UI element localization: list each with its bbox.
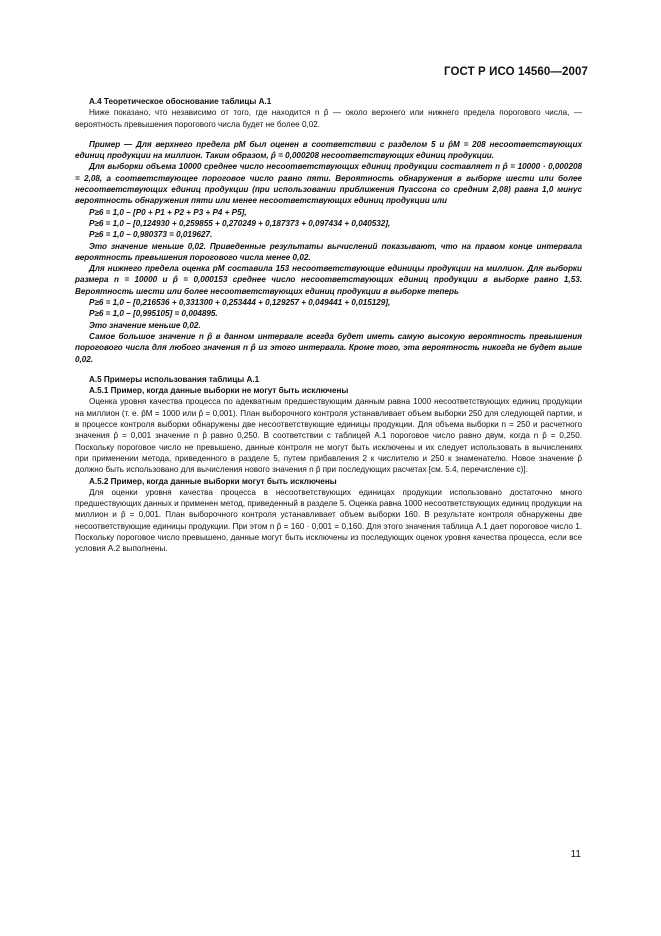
formula: P≥6 = 1,0 – [0,216536 + 0,331300 + 0,253444 + 0,129257 + 0,049441 + 0,015129], (89, 298, 391, 308)
example-paragraph: Пример — Для верхнего предела pM был оценен в соответствии с разделом 5 и p̂M = 208 несоответствующих единиц продукции на миллион. Таким образом, p̂ = 0,000208 несоответствующих единиц продукции. (75, 139, 582, 161)
document-id: ГОСТ Р ИСО 14560—2007 (443, 66, 588, 78)
section-heading-a4: А.4 Теоретическое обоснование таблицы А.1 (89, 97, 272, 106)
section-heading-a52: А.5.2 Пример, когда данные выборки могут быть исключены (89, 476, 337, 486)
paragraph: Оценка уровня качества процесса по адекватным предшествующим данным равна 1000 несоответствующих единиц продукции на миллион (т. е. p̂M = 1000 или p̂ = 0,001). План выборочного контроля устанавливает объем выборки 250 для следующей партии, и в процессе контроля выборки обнаружены две несоответствующие единицы продукции. Для объема выборки n = 250 и расчетного значения p̂ = 0,001 значение n p̂ равно 0,250. В соответствии с таблицей А.1 пороговое число равно двум, когда n p̂ = 0,250. Поскольку пороговое число не превышено, данные контроля не могут быть исключены и их следует использовать в вычислениях при применении метода, приведенного в разделе 5, путем прибавления 2 к числителю и 250 к знаменателю. Новое значение p̂ должно быть использовано для вычисления нового значения n p̂ при последующих расчетах [см. 5.4, перечисление с)]. (75, 397, 582, 475)
paragraph: Это значение меньше 0,02. Приведенные результаты вычислений показывают, что на правом конце интервала вероятность превышения порогового числа менее 0,02. (75, 241, 582, 262)
formula: P≥6 = 1,0 – [0,995105] = 0,004895. (89, 309, 218, 319)
formula: P≥6 = 1,0 – [0,124930 + 0,259855 + 0,270249 + 0,187373 + 0,097434 + 0,040532], (89, 218, 391, 228)
paragraph: Для выборки объема 10000 среднее число несоответствующих единиц продукции составляет n p̂ = 10000 · 0,000208 = 2,08, а соответствующее пороговое число равно пяти. Вероятность обнаружения в выборке шести или более несоответствующих единиц продукции (при использовании приближения Пуассона со средним 2,08) равна 1,0 минус вероятность обнаружения пяти или менее несоответствующих единиц продукции или (75, 162, 582, 206)
formula: P≥6 = 1,0 – 0,980373 = 0,019627. (89, 230, 213, 240)
paragraph: Для нижнего предела оценка pM составила 153 несоответствующие единицы продукции на миллион. Для выборки размера n = 10000 и p̂ = 0,000153 среднее число несоответствующих единиц продукции в выборке равно 1,53. Вероятность шести или более несоответствующих единиц продукции в выборке теперь (75, 264, 582, 296)
formula: P≥6 = 1,0 – [P0 + P1 + P2 + P3 + P4 + P5], (89, 207, 247, 217)
paragraph: Ниже показано, что независимо от того, где находится n p̂ — около верхнего или нижнего предела порогового числа, — вероятность превышения порогового числа будет не более 0,02. (75, 108, 582, 129)
section-heading-a51: А.5.1 Пример, когда данные выборки не могут быть исключены (89, 386, 349, 396)
paragraph: Это значение меньше 0,02. (89, 320, 201, 330)
page-body (75, 96, 582, 555)
section-heading-a5: А.5 Примеры использования таблицы А.1 (89, 374, 260, 384)
paragraph: Для оценки уровня качества процесса в несоответствующих единицах продукции использовано достаточно много предшествующих данных и применен метод, приведенный в разделе 5. Оценка равна 1000 несоответствующих единиц продукции на миллион и p̂ = 0,001. План выборочного контроля устанавливает объем выборки 160. В результате контроля обнаружены две несоответствующие единицы продукции. При этом n p̂ = 160 · 0,001 = 0,160. Для этого значения таблица А.1 дает пороговое число 1. Поскольку пороговое число превышено, данные могут быть исключены из последующих оценок уровня качества процесса, если все условия А.2 выполнены. (75, 487, 582, 554)
paragraph: Самое большое значение n p̂ в данном интервале всегда будет иметь самую высокую вероятность превышения порогового числа для любого значения n p̂ из этого интервала. Кроме того, эта вероятность никогда не будет выше 0,02. (75, 331, 582, 364)
page-number: 11 (570, 849, 581, 860)
